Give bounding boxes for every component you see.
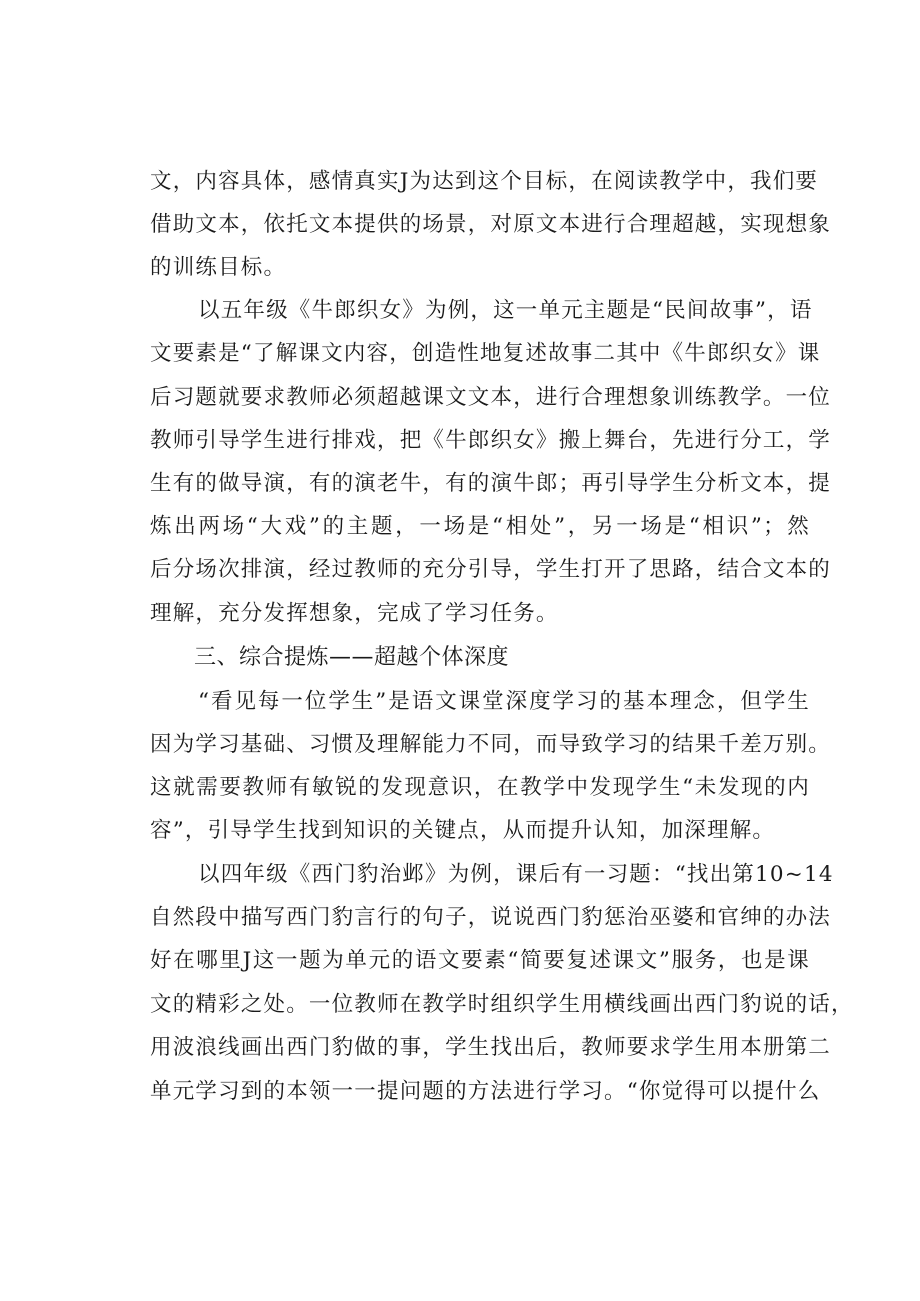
paragraph-line: 后习题就要求教师必须超越课文文本，进行合理想象训练教学。一位 [150,385,832,410]
paragraph-line: 后分场次排演，经过教师的充分引导，学生打开了思路，结合文本的 [150,557,832,582]
paragraph-line: 以五年级《牛郎织女》为例，这一单元主题是“民间故事”，语 [198,298,813,323]
paragraph-line: 用波浪线画出西门豹做的事，学生找出后，教师要求学生用本册第二 [150,1035,832,1060]
paragraph-line: “看见每一位学生”是语文课堂深度学习的基本理念，但学生 [198,689,810,714]
paragraph-line: 炼出两场“大戏”的主题，一场是“相处”，另一场是“相识”；然 [150,514,810,539]
paragraph-line: 生有的做导演，有的演老牛，有的演牛郎；再引导学生分析文本，提 [150,471,832,496]
paragraph-line: 自然段中描写西门豹言行的句子，说说西门豹惩治巫婆和官绅的办法 [150,905,832,930]
paragraph-line: 容”，引导学生找到知识的关键点，从而提升认知，加深理解。 [150,818,776,843]
paragraph-line: 理解，充分发挥想象，完成了学习任务。 [150,601,559,626]
paragraph-line: 的训练目标。 [150,255,287,280]
paragraph-line: 以四年级《西门豹治邺》为例，课后有一习题：“找出第10~14 [198,862,834,887]
section-heading: 三、综合提炼——超越个体深度 [194,645,510,670]
paragraph-line: 文，内容具体，感情真实J为达到这个目标，在阅读教学中，我们要 [150,169,819,194]
paragraph-line: 文的精彩之处。一位教师在教学时组织学生用横线画出西门豹说的话， [150,992,854,1017]
paragraph-line: 文要素是“了解课文内容，创造性地复述故事二其中《牛郎织女》课 [150,341,821,366]
paragraph-line: 因为学习基础、习惯及理解能力不同，而导致学习的结果千差万别。 [150,732,832,757]
paragraph-line: 好在哪里J这一题为单元的语文要素“简要复述课文”服务，也是课 [150,948,810,973]
paragraph-line: 这就需要教师有敏锐的发现意识，在教学中发现学生“未发现的内 [150,775,810,800]
paragraph-line: 教师引导学生进行排戏，把《牛郎织女》搬上舞台，先进行分工，学 [150,428,832,453]
paragraph-line: 单元学习到的本领一一提问题的方法进行学习。“你觉得可以提什么 [150,1079,821,1104]
paragraph-line: 借助文本，依托文本提供的场景，对原文本进行合理超越，实现想象 [150,212,832,237]
